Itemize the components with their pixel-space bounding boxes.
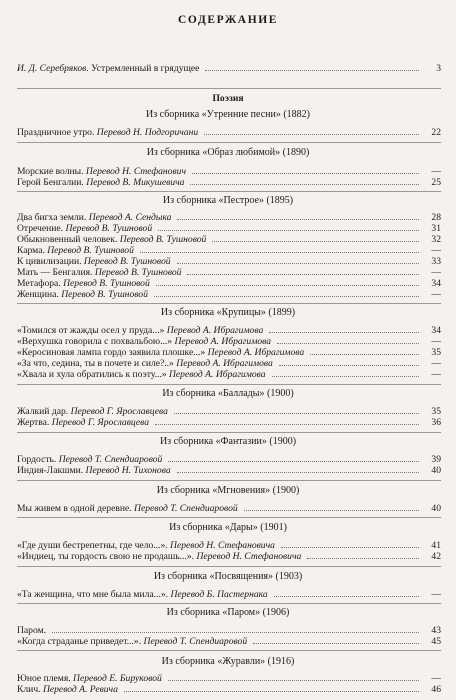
toc-entry[interactable] <box>17 166 441 177</box>
toc-entry[interactable] <box>17 245 441 256</box>
toc-entry[interactable] <box>17 278 441 289</box>
page-number: 35 <box>431 347 441 358</box>
toc-entry[interactable] <box>17 684 441 695</box>
divider <box>17 432 441 433</box>
leader-dots <box>124 691 419 692</box>
entry-translator: Перевод В. Тушновой <box>63 278 150 289</box>
entry-title: Устремленный в грядущее <box>88 63 200 74</box>
collection-heading: Из сборника «Утренние песни» (1882) <box>145 109 310 120</box>
page-number: 36 <box>431 417 441 428</box>
page-number: 40 <box>431 503 441 514</box>
divider <box>17 384 441 385</box>
leader-dots <box>168 461 419 462</box>
leader-dots <box>277 343 419 344</box>
leader-dots <box>269 332 419 333</box>
page-number: — <box>431 166 441 177</box>
collection-heading: Из сборника «Баллады» (1900) <box>162 388 294 399</box>
collection-heading: Из сборника «Паром» (1906) <box>166 607 290 618</box>
toc-entry[interactable] <box>17 673 441 684</box>
toc-entry[interactable] <box>17 177 441 188</box>
page-number: 43 <box>431 625 441 636</box>
leader-dots <box>168 680 419 681</box>
divider <box>17 566 441 567</box>
entry-translator: Перевод В. Тушновой <box>83 256 171 267</box>
page-number: 46 <box>431 684 441 695</box>
entry-title: Гордость. <box>17 454 59 465</box>
entry-translator: Перевод В. Тушновой <box>94 267 182 278</box>
entry-title: Герой Бенгалии. <box>17 177 87 188</box>
entry-title: «Верхушка говорила с похвальбою...» <box>17 336 175 347</box>
leader-dots <box>281 547 419 548</box>
entry-title: Юное племя. <box>17 673 74 684</box>
toc-entry[interactable] <box>17 636 441 647</box>
entry-title: «Когда страданье приведет...». <box>17 636 144 647</box>
toc-entry[interactable] <box>17 589 441 600</box>
entry-translator: Перевод Г. Ярославцева <box>70 406 168 417</box>
entry-translator: Перевод Н. Стефанович <box>85 166 187 177</box>
divider <box>17 603 441 604</box>
leader-dots <box>192 173 419 174</box>
toc-entry[interactable] <box>17 336 441 347</box>
entry-author: И. Д. Серебряков. <box>17 63 89 74</box>
entry-title: Мы живем в одной деревне. <box>17 503 135 514</box>
collection-heading: Из сборника «Фантазии» (1900) <box>159 436 297 447</box>
leader-dots <box>52 632 419 633</box>
entry-title: Морские волны. <box>17 166 86 177</box>
divider <box>17 517 441 518</box>
collection-heading: Из сборника «Журавли» (1916) <box>161 656 295 667</box>
toc-entry[interactable] <box>17 551 441 562</box>
page-number: 32 <box>431 234 441 245</box>
leader-dots <box>140 252 419 253</box>
page-number: 3 <box>436 63 441 74</box>
toc-entry[interactable] <box>17 267 441 278</box>
collection-heading: Из сборника «Мгновения» (1900) <box>156 485 300 496</box>
leader-dots <box>205 70 419 71</box>
page-number: 45 <box>431 636 441 647</box>
toc-entry[interactable] <box>17 417 441 428</box>
entry-title: «Индиец, ты гордость свою не продашь...». <box>17 551 197 562</box>
entry-translator: Перевод Н. Стефановича <box>170 540 275 551</box>
entry-translator: Перевод А. Ревича <box>42 684 118 695</box>
entry-title: «Та женщина, что мне была мила...». <box>17 589 171 600</box>
entry-translator: Перевод Т. Спендиаровой <box>134 503 238 514</box>
leader-dots <box>253 643 419 644</box>
entry-title: Жалкий дар. <box>17 406 71 417</box>
page-title: СОДЕРЖАНИЕ <box>177 14 279 26</box>
toc-entry[interactable] <box>17 503 441 514</box>
leader-dots <box>155 424 419 425</box>
entry-translator: Перевод А. Ибрагимова <box>168 369 266 380</box>
leader-dots <box>177 263 419 264</box>
page-number: 40 <box>431 465 441 476</box>
entry-translator: Перевод В. Микушевича <box>86 177 185 188</box>
entry-translator: Перевод Е. Бируковой <box>73 673 162 684</box>
page-number: 28 <box>431 212 441 223</box>
divider <box>17 650 441 651</box>
toc-entry[interactable] <box>17 625 441 636</box>
section-heading: Поэзия <box>212 93 244 104</box>
entry-title: Праздничное утро. <box>17 127 97 138</box>
leader-dots <box>204 134 419 135</box>
entry-translator: Перевод Г. Ярославцева <box>51 417 150 428</box>
entry-translator: Перевод А. Сендыка <box>88 212 172 223</box>
leader-dots <box>158 230 419 231</box>
entry-title: «Томился от жажды осел у пруда...» <box>17 325 167 336</box>
entry-title: Паром. <box>17 625 47 636</box>
toc-entry[interactable] <box>17 358 441 369</box>
divider <box>17 88 441 89</box>
page-number: — <box>431 336 441 347</box>
entry-title: Индия-Лакшми. <box>17 465 86 476</box>
collection-heading: Из сборника «Пестрое» (1895) <box>162 195 294 206</box>
leader-dots <box>190 184 419 185</box>
toc-entry[interactable] <box>17 127 441 138</box>
leader-dots <box>177 219 419 220</box>
toc-entry[interactable] <box>17 223 441 234</box>
toc-entry[interactable] <box>17 212 441 223</box>
divider <box>17 142 441 143</box>
entry-translator: Перевод А. Ибрагимова <box>174 336 272 347</box>
page-number: — <box>431 673 441 684</box>
entry-translator: Перевод Т. Спендиаровой <box>143 636 248 647</box>
entry-translator: Перевод Б. Пастернака <box>170 589 268 600</box>
leader-dots <box>310 354 419 355</box>
entry-translator: Перевод Н. Подгоричани <box>96 127 199 138</box>
collection-heading: Из сборника «Дары» (1901) <box>169 522 287 533</box>
entry-translator: Перевод А. Ибрагимова <box>166 325 264 336</box>
entry-translator: Перевод Н. Тихонова <box>85 465 171 476</box>
toc-entry[interactable] <box>17 289 441 300</box>
divider <box>17 191 441 192</box>
page-number: 34 <box>431 278 441 289</box>
toc-entry[interactable] <box>17 256 441 267</box>
divider <box>17 480 441 481</box>
leader-dots <box>244 510 419 511</box>
page-number: 39 <box>431 454 441 465</box>
page-number: — <box>431 267 441 278</box>
entry-translator: Перевод В. Тушновой <box>65 223 153 234</box>
entry-title: Два бигха земли. <box>17 212 89 223</box>
toc-entry[interactable] <box>17 406 441 417</box>
toc-entry[interactable] <box>17 325 441 336</box>
page-number: 41 <box>431 540 441 551</box>
leader-dots <box>212 241 419 242</box>
entry-title: Женщина. <box>17 289 62 300</box>
collection-heading: Из сборника «Посвящения» (1903) <box>153 571 303 582</box>
leader-dots <box>154 296 419 297</box>
leader-dots <box>307 558 419 559</box>
toc-entry[interactable] <box>17 63 441 74</box>
entry-translator: Перевод Т. Спендиаровой <box>58 454 163 465</box>
page-number: — <box>431 358 441 369</box>
leader-dots <box>272 376 419 377</box>
page-number: — <box>431 369 441 380</box>
leader-dots <box>279 365 419 366</box>
entry-title: Клич. <box>17 684 43 695</box>
toc-entry[interactable] <box>17 454 441 465</box>
entry-translator: Перевод В. Тушновой <box>47 245 134 256</box>
toc-entry[interactable] <box>17 465 441 476</box>
collection-heading: Из сборника «Образ любимой» (1890) <box>146 147 310 158</box>
entry-title: К цивилизации. <box>17 256 84 267</box>
entry-translator: Перевод Н. Стефановича <box>196 551 302 562</box>
toc-entry[interactable] <box>17 347 441 358</box>
entry-title: Мать — Бенгалия. <box>17 267 95 278</box>
entry-translator: Перевод В. Тушновой <box>119 234 207 245</box>
entry-title: Метафора. <box>17 278 64 289</box>
toc-entry[interactable] <box>17 234 441 245</box>
leader-dots <box>274 596 419 597</box>
page-number: 34 <box>431 325 441 336</box>
leader-dots <box>174 413 419 414</box>
page-number: — <box>431 289 441 300</box>
entry-title: Карма. <box>17 245 48 256</box>
entry-translator: Перевод В. Тушновой <box>61 289 148 300</box>
page-number: 33 <box>431 256 441 267</box>
page-number: 31 <box>431 223 441 234</box>
toc-entry[interactable] <box>17 369 441 380</box>
entry-title: «Керосиновая лампа гордо заявила плошке...» <box>17 347 208 358</box>
entry-title: Обыкновенный человек. <box>17 234 120 245</box>
page-number: 35 <box>431 406 441 417</box>
collection-heading: Из сборника «Крупицы» (1899) <box>160 307 296 318</box>
page-number: — <box>431 245 441 256</box>
entry-translator: Перевод А. Ибрагимова <box>207 347 305 358</box>
entry-title: «Хвала и хула обратились к поэту...» <box>17 369 169 380</box>
divider <box>17 303 441 304</box>
leader-dots <box>177 472 419 473</box>
entry-title: «Где души бестрепетны, где чело...». <box>17 540 171 551</box>
toc-entry[interactable] <box>17 540 441 551</box>
entry-title: Отречение. <box>17 223 66 234</box>
page-number: — <box>431 589 441 600</box>
page-number: 42 <box>431 551 441 562</box>
page-number: 25 <box>431 177 441 188</box>
entry-title: «За что, седина, ты в почете и силе?..» <box>17 358 177 369</box>
page-number: 22 <box>431 127 441 138</box>
leader-dots <box>156 285 419 286</box>
entry-title: Жертва. <box>17 417 52 428</box>
entry-translator: Перевод А. Ибрагимова <box>176 358 273 369</box>
leader-dots <box>187 274 419 275</box>
